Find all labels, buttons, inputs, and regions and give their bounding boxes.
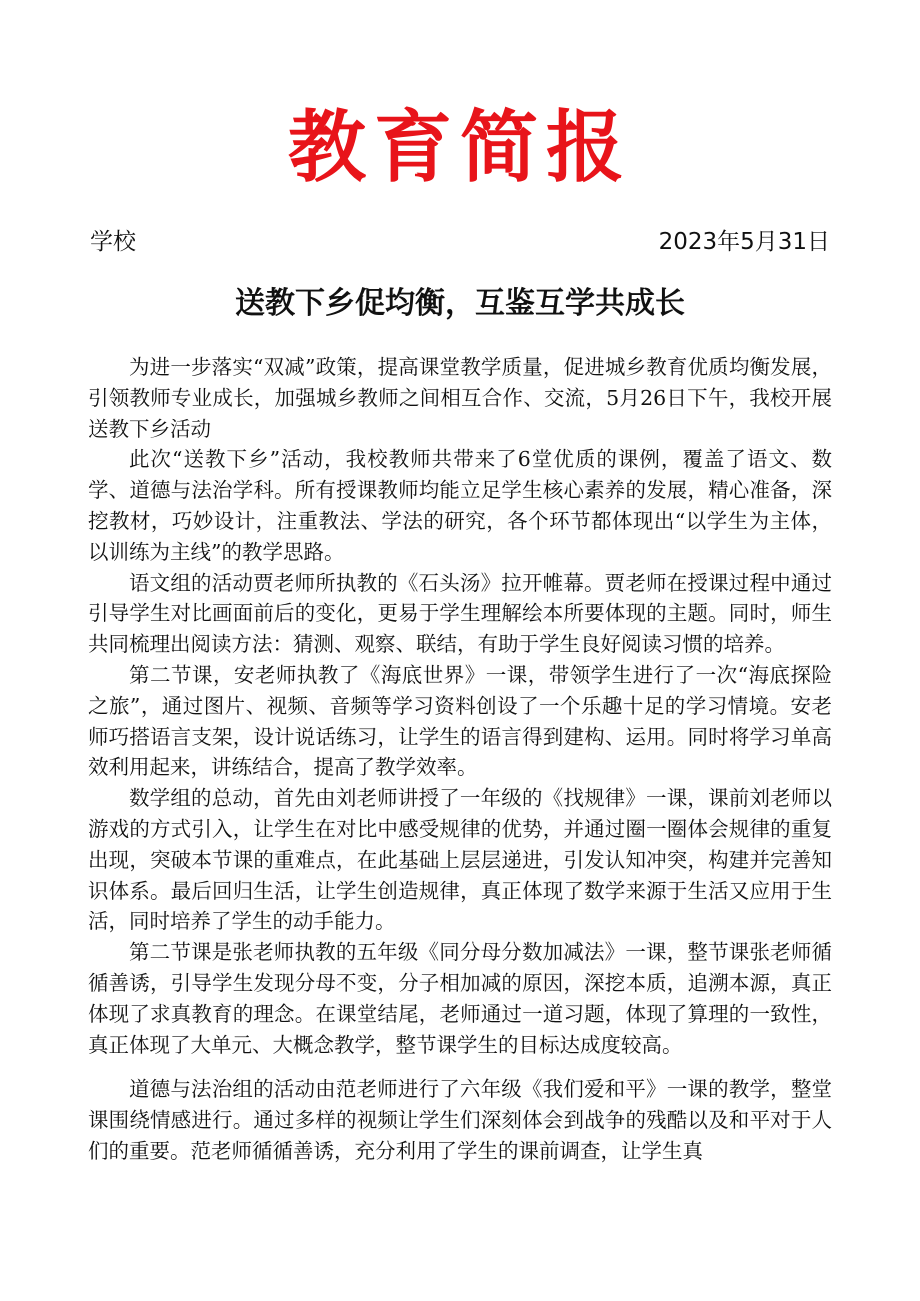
masthead-title: 教育简报	[287, 102, 632, 193]
paragraph-math-lesson-1: 数学组的总动，首先由刘老师讲授了一年级的《找规律》一课，课前刘老师以游戏的方式引入，让学生在对比中感受规律的优势，并通过圈一圈体会规律的重复出现，突破本节课的重难点，在此基础上层层递进，引发认知冲突，构建并完善知识体系。最后回归生活，让学生创造规律，真正体现了数学来源于生活又应用于生活，同时培养了学生的动手能力。	[88, 786, 832, 934]
paragraph-overview: 此次“送教下乡”活动，我校教师共带来了6堂优质的课例，覆盖了语文、数学、道德与法治学科。所有授课教师均能立足学生核心素养的发展，精心准备，深挖教材，巧妙设计，注重教法、学法的研究，各个环节都体现出“以学生为主体，以训练为主线”的教学思路。	[88, 447, 832, 564]
article-body	[88, 352, 832, 1167]
paragraph-chinese-lesson-2: 第二节课，安老师执教了《海底世界》一课，带领学生进行了一次“海底探险之旅”，通过图片、视频、音频等学习资料创设了一个乐趣十足的学习情境。安老师巧搭语言支架，设计说话练习，让学生的语言得到建构、运用。同时将学习单高效利用起来，讲练结合，提高了教学效率。	[88, 662, 832, 780]
paragraph-intro: 为进一步落实“双减”政策，提高课堂教学质量，促进城乡教育优质均衡发展，引领教师专业成长，加强城乡教师之间相互合作、交流，5月26日下午，我校开展送教下乡活动	[88, 355, 832, 441]
paragraph-math-lesson-2: 第二节课是张老师执教的五年级《同分母分数加减法》一课，整节课张老师循循善诱，引导学生发现分母不变，分子相加减的原因，深挖本质，追溯本源，真正体现了求真教育的理念。在课堂结尾，老师通过一道习题，体现了算理的一致性，真正体现了大单元、大概念教学，整节课学生的目标达成度较高。	[88, 940, 832, 1057]
school-name: 学校	[90, 229, 136, 255]
meta-row	[90, 224, 830, 260]
paragraph-chinese-lesson-1: 语文组的活动贾老师所执教的《石头汤》拉开帷幕。贾老师在授课过程中通过引导学生对比画面前后的变化，更易于学生理解绘本所要体现的主题。同时，师生共同梳理出阅读方法：猜测、观察、联结，有助于学生良好阅读习惯的培养。	[88, 570, 832, 657]
publish-date: 2023年5月31日	[658, 229, 830, 255]
article-headline: 送教下乡促均衡，互鉴互学共成长	[235, 286, 685, 321]
paragraph-morality-lesson: 道德与法治组的活动由范老师进行了六年级《我们爱和平》一课的教学，整堂课围绕情感进行。通过多样的视频让学生们深刻体会到战争的残酷以及和平对于人们的重要。范老师循循善诱，充分利用了学生的课前调查，让学生真	[88, 1077, 832, 1163]
